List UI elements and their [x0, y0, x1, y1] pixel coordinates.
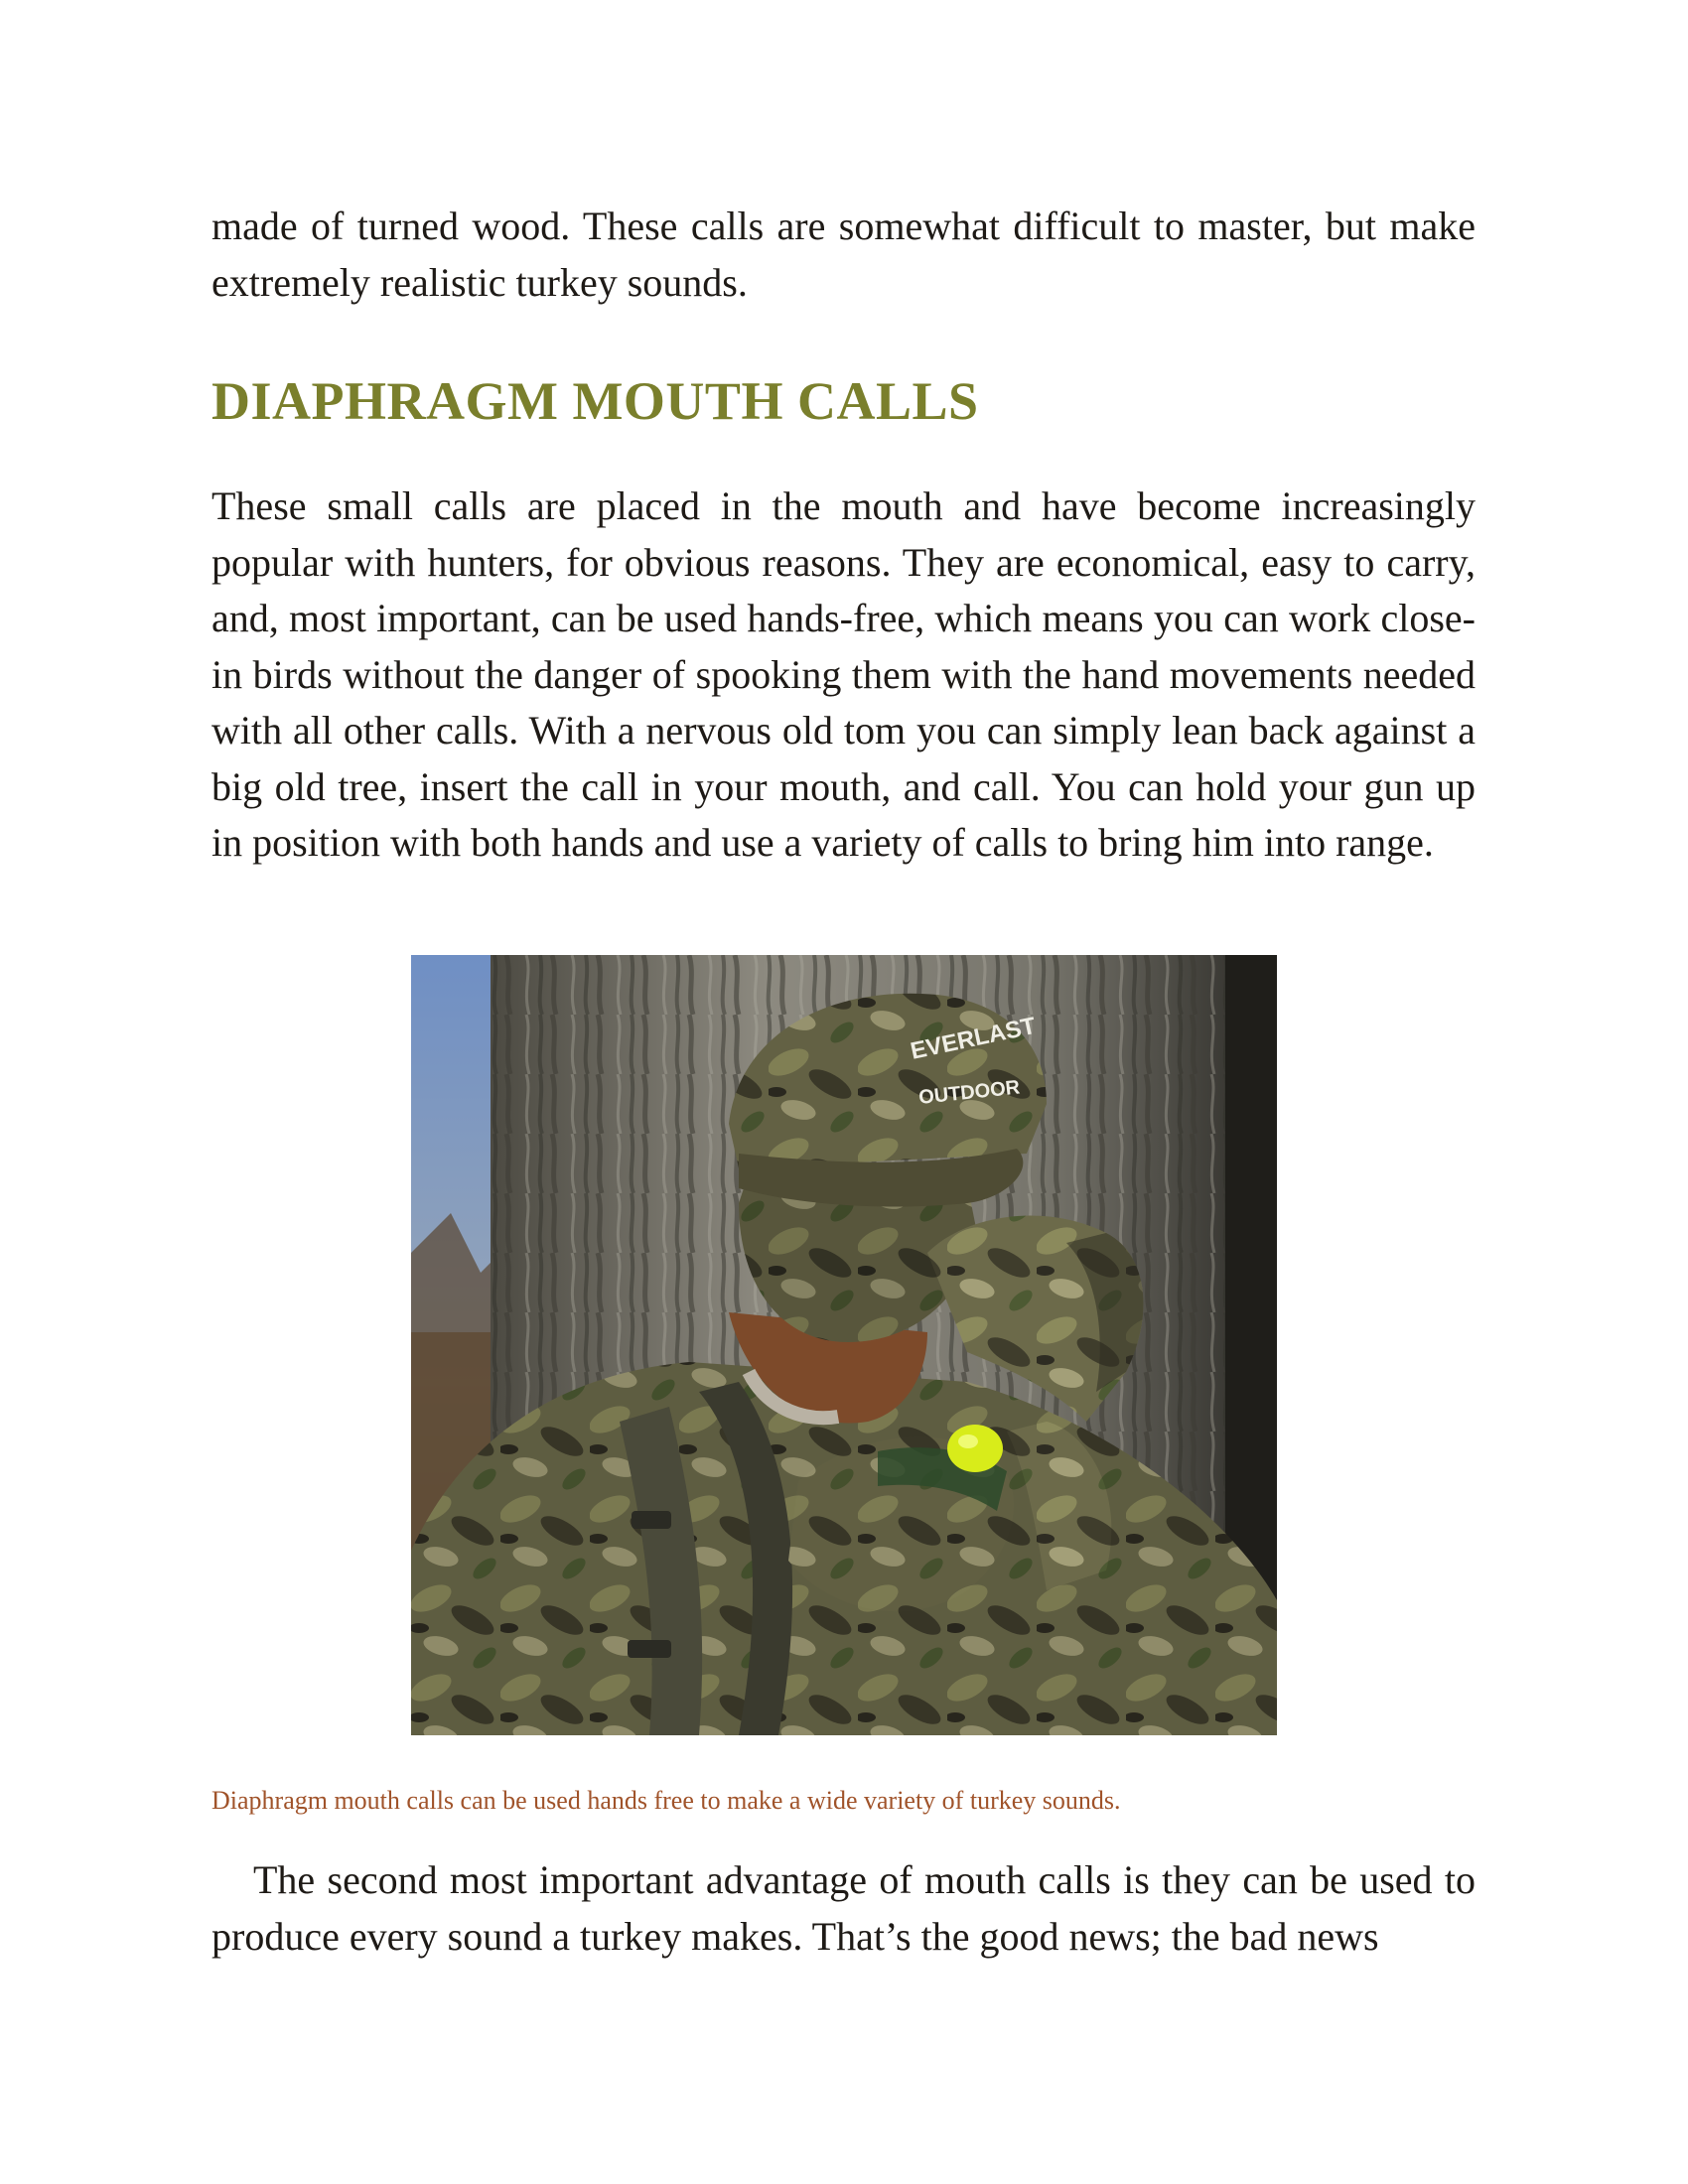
figure-caption: Diaphragm mouth calls can be used hands free to make a wide variety of turkey sounds.	[211, 1786, 1121, 1815]
intro-paragraph: These small calls are placed in the mouth and have become increasingly popular with hunters, for obvious reasons. They are economical, easy to carry, and, most important, can be used hands-free, which means you can work close-in birds without the danger of spooking them with the hand movements needed with all other calls. With a nervous old tom you can simply lean back against a big old tree, insert the call in your mouth, and call. You can hold your gun up in position with both hands and use a variety of calls to bring him into range.	[211, 483, 1476, 865]
section-heading: DIAPHRAGM MOUTH CALLS	[211, 371, 979, 431]
book-page	[211, 0, 1476, 2184]
second-paragraph: The second most important advantage of mouth calls is they can be used to produce every sound a turkey makes. That’s the good news; the bad news	[211, 1857, 1476, 1959]
continued-paragraph: made of turned wood. These calls are somewhat difficult to master, but make extremely realistic turkey sounds.	[211, 204, 1476, 305]
cap-logo-line2: OUTDOOR	[917, 1076, 1022, 1109]
hunter-photo	[411, 955, 1277, 1735]
cap-logo-line1: EVERLAST	[908, 1012, 1039, 1065]
